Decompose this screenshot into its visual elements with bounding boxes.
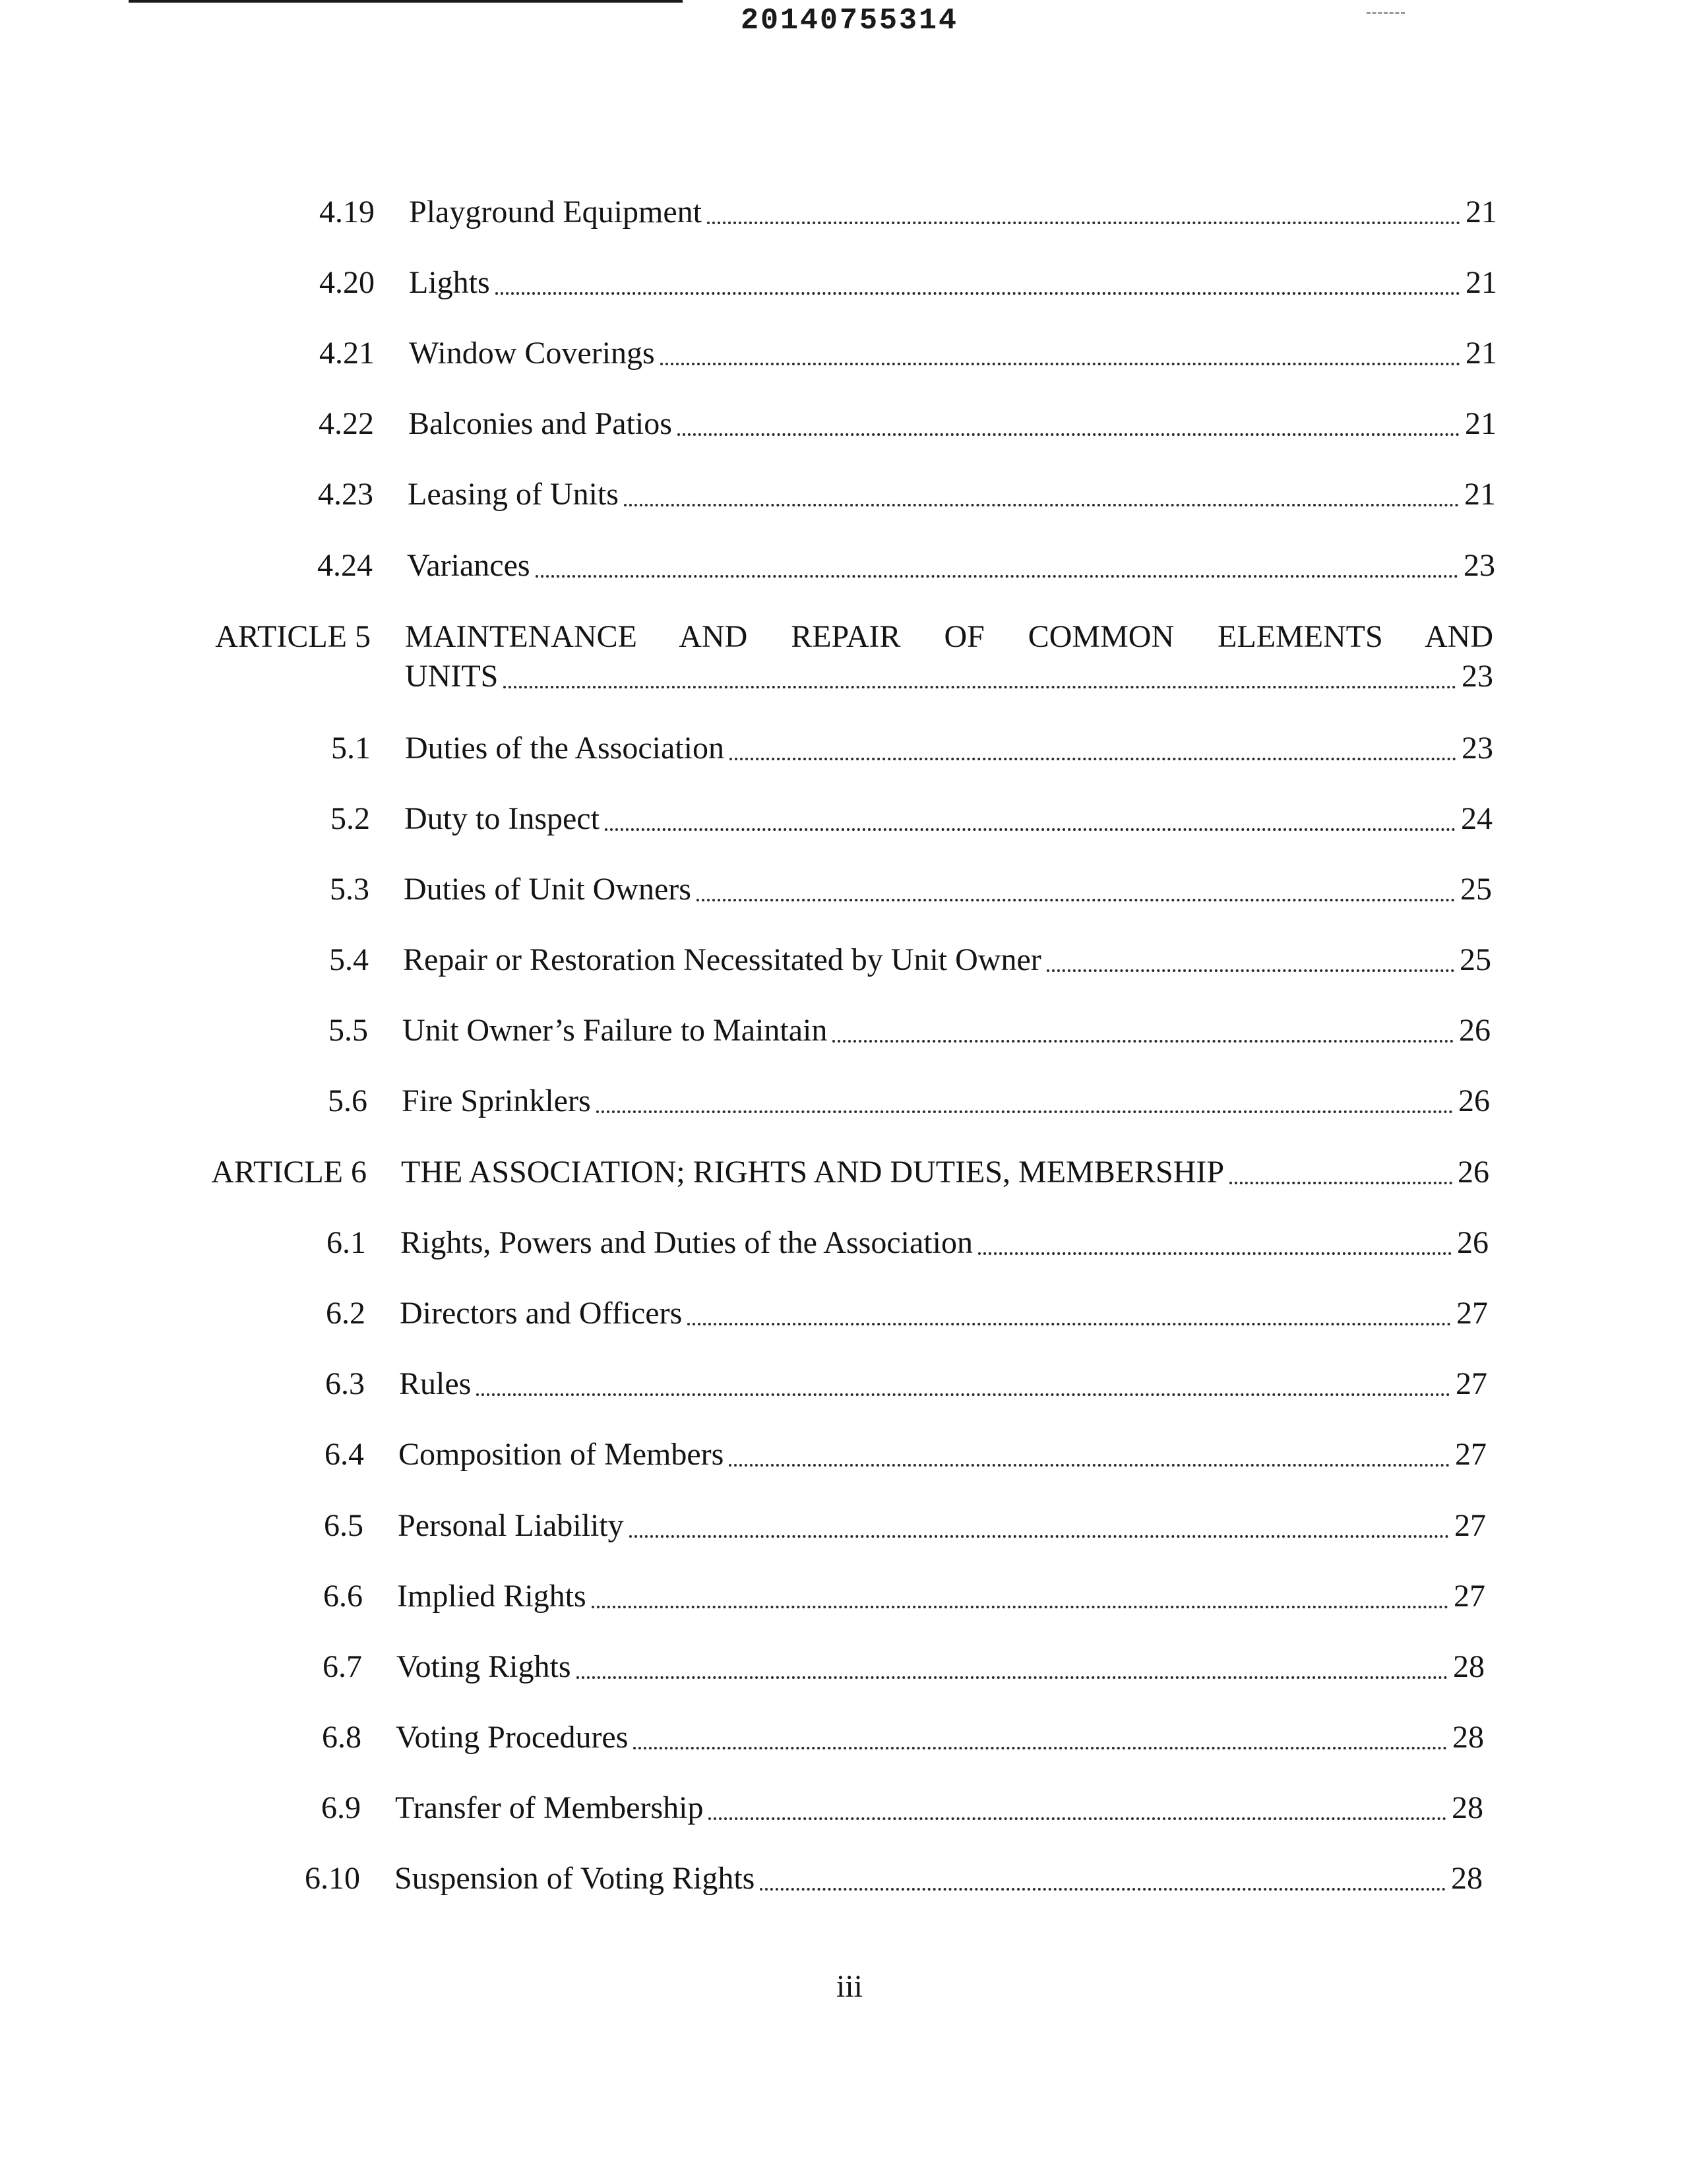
toc-entry-page: 21 [1466,195,1497,229]
toc-entry-title: Leasing of Units [408,477,619,512]
toc-entry-number: 6.1 [326,1225,366,1260]
dot-leader [707,222,1460,224]
dot-leader [1047,969,1454,972]
toc-entry-number: ARTICLE 5 [215,619,371,654]
toc-entry-page: 26 [1458,1083,1490,1118]
page-number: iii [836,1969,863,2004]
toc-entry-number: 6.2 [326,1296,365,1331]
toc-entry-6-1[interactable] [326,1223,1489,1263]
toc-entry-number: 4.23 [318,477,373,512]
dot-leader [677,433,1460,436]
dot-leader [476,1393,1450,1396]
toc-entry-page: 25 [1460,872,1492,907]
dot-leader [576,1676,1448,1679]
toc-entry-6-9[interactable] [321,1788,1483,1828]
dot-leader [832,1040,1454,1043]
dot-leader [729,758,1456,760]
dot-leader [592,1606,1448,1608]
toc-entry-4-24[interactable] [317,546,1495,586]
toc-entry-6-10[interactable] [305,1859,1483,1898]
document-number: 20140755314 [740,4,959,38]
toc-entry-4-19[interactable] [319,193,1497,232]
dot-leader [596,1110,1453,1113]
toc-entry-5-5[interactable] [328,1011,1491,1050]
dot-leader [729,1464,1450,1467]
toc-entry-title: Variances [407,548,530,583]
toc-entry-6-8[interactable] [322,1718,1484,1757]
toc-entry-title: Directors and Officers [400,1296,683,1331]
toc-entry-title-line-2: UNITS [405,659,499,694]
dot-leader [687,1323,1451,1325]
dot-leader [624,504,1459,506]
toc-entry-page: 25 [1460,942,1491,977]
toc-entry-number: 5.5 [328,1013,368,1048]
toc-entry-6-6[interactable] [323,1577,1485,1616]
toc-entry-number: 5.4 [329,942,369,977]
toc-entry-5-4[interactable] [329,940,1491,980]
dot-leader [660,363,1460,365]
dot-leader [1229,1182,1452,1184]
toc-entry-6-2[interactable] [326,1294,1488,1333]
toc-entry-title: Fire Sprinklers [402,1083,591,1118]
toc-entry-page: 23 [1462,659,1493,694]
toc-entry-page: 21 [1465,406,1497,441]
toc-entry-number: 4.24 [317,548,373,583]
toc-entry-number: 6.8 [322,1720,361,1755]
toc-entry-page: 26 [1458,1155,1489,1190]
toc-entry-number: 5.2 [330,801,370,836]
toc-entry-5-3[interactable] [330,870,1492,909]
toc-entry-4-20[interactable] [319,263,1497,303]
toc-entry-number: 5.1 [331,731,371,766]
toc-entry-number: 5.3 [330,872,369,907]
toc-entry-title: Playground Equipment [409,195,702,229]
toc-entry-number: 4.21 [319,336,375,371]
toc-entry-5-1[interactable] [331,729,1493,768]
toc-entry-title: Repair or Restoration Necessitated by Unit Owner [403,942,1041,977]
dot-leader [696,899,1455,901]
dot-leader [605,828,1456,831]
toc-entry-5-6[interactable] [328,1081,1490,1121]
toc-entry-number: 6.4 [324,1437,364,1472]
toc-entry-title: Voting Procedures [396,1720,629,1755]
toc-entry-5-2[interactable] [330,799,1493,839]
toc-entry-page: 21 [1464,477,1496,512]
toc-entry-title: Composition of Members [398,1437,724,1472]
dot-leader [633,1747,1447,1749]
toc-entry-title: Suspension of Voting Rights [394,1861,755,1896]
toc-entry-page: 26 [1457,1225,1489,1260]
toc-entry-title: Window Coverings [409,336,655,371]
toc-entry-title: Lights [409,265,490,300]
dot-leader [536,575,1458,578]
toc-entry-page: 27 [1455,1437,1487,1472]
toc-entry-number: 6.5 [324,1508,363,1543]
toc-entry-6-4[interactable] [324,1435,1487,1474]
toc-entry-6-5[interactable] [324,1506,1486,1546]
toc-entry-title: Balconies and Patios [408,406,672,441]
toc-entry-4-23[interactable] [318,475,1496,514]
toc-entry-title: Implied Rights [397,1579,586,1614]
toc-entry-page: 26 [1459,1013,1491,1048]
toc-entry-4-22[interactable] [319,404,1497,444]
toc-entry-number: 6.10 [305,1861,360,1896]
toc-entry-number: 6.3 [325,1366,365,1401]
dot-leader [760,1888,1446,1891]
toc-entry-4-21[interactable] [319,334,1497,373]
toc-entry-page: 28 [1453,1649,1485,1684]
toc-entry-page: 27 [1456,1296,1488,1331]
dot-leader [629,1535,1449,1538]
toc-entry-page: 23 [1462,731,1493,766]
toc-entry-title: Duty to Inspect [404,801,600,836]
dot-leader [503,686,1456,688]
toc-entry-title: Voting Rights [396,1649,571,1684]
toc-entry-number: 6.7 [323,1649,362,1684]
toc-entry-number: 4.19 [319,195,375,229]
toc-entry-title-line-1: MAINTENANCE AND REPAIR OF COMMON ELEMENTS AND [405,619,1493,654]
toc-entry-page: 27 [1454,1508,1486,1543]
toc-entry-title: Rights, Powers and Duties of the Association [400,1225,973,1260]
toc-entry-6-7[interactable] [323,1647,1485,1687]
toc-entry-title: Rules [399,1366,472,1401]
toc-entry-number: 6.6 [323,1579,363,1614]
toc-entry-6-3[interactable] [325,1364,1487,1404]
toc-entry-page: 28 [1452,1720,1484,1755]
toc-entry-number: 6.9 [321,1790,361,1825]
toc-entry-title: Personal Liability [398,1508,624,1543]
toc-entry-page: 21 [1466,336,1497,371]
dot-leader [708,1817,1446,1820]
toc-entry-title: Duties of Unit Owners [404,872,691,907]
toc-entry-title: THE ASSOCIATION; RIGHTS AND DUTIES, MEMBERSHIP [401,1155,1225,1190]
toc-entry-article-6[interactable] [211,1153,1489,1192]
toc-entry-number: 4.22 [319,406,374,441]
dot-leader [978,1252,1452,1255]
toc-entry-title: Unit Owner’s Failure to Maintain [402,1013,828,1048]
toc-entry-page: 27 [1456,1366,1487,1401]
toc-entry-page: 21 [1466,265,1497,300]
toc-entry-page: 27 [1454,1579,1485,1614]
toc-entry-title: Duties of the Association [405,731,724,766]
toc-entry-page: 23 [1464,548,1495,583]
toc-entry-number: ARTICLE 6 [211,1155,367,1190]
dot-leader [495,292,1460,295]
toc-entry-page: 28 [1452,1790,1483,1825]
toc-entry-article-5[interactable] [215,617,1493,696]
toc-entry-page: 24 [1461,801,1493,836]
toc-entry-number: 4.20 [319,265,375,300]
toc-entry-title: Transfer of Membership [395,1790,704,1825]
toc-entry-page: 28 [1451,1861,1483,1896]
toc-entry-number: 5.6 [328,1083,367,1118]
